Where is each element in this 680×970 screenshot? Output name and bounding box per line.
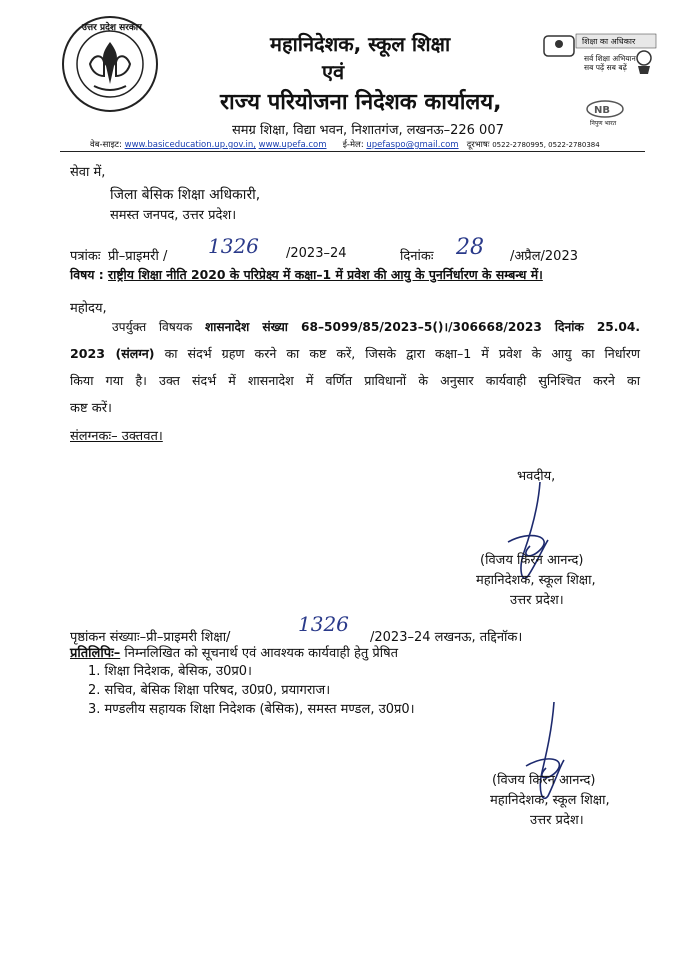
rte-slogan-2: सब पढ़ें सब बढ़ें (584, 63, 627, 72)
svg-text:NB: NB (594, 105, 610, 116)
addressee-line-2: समस्त जनपद, उत्तर प्रदेश। (110, 208, 237, 223)
endorsement-label: पृष्ठांकन संख्याः–प्री–प्राइमरी शिक्षा/ (70, 630, 231, 645)
recipient-2: 2. सचिव, बेसिक शिक्षा परिषद, उ0प्र0, प्रयागराज। (88, 683, 331, 698)
closing: भवदीय, (517, 469, 556, 484)
rte-title: शिक्षा का अधिकार (582, 37, 636, 46)
signatory-name-2: (विजय किरन आनन्द) (492, 773, 596, 788)
salutation: सेवा में, (70, 165, 106, 180)
paragraph-line-3: किया गया है। उक्त संदर्भ में शासनादेश में वर्णित प्राविधानों के अनुसार कार्यवाही सुनिश्चित करने का (70, 373, 640, 388)
email-label: ई-मेल: (342, 140, 364, 150)
signatory-state-1: उत्तर प्रदेश। (510, 593, 564, 608)
nipun-bharat-text: निपुण भारत (590, 120, 617, 127)
patrank-label: पत्रांकः (70, 249, 101, 264)
paragraph-l1-bold: शासनादेश संख्या 68–5099/85/2023–5()।/306668/2023 दिनांक 25.04. (204, 320, 640, 334)
website-link-2[interactable]: www.upefa.com (258, 140, 327, 150)
rte-logo (540, 30, 660, 75)
header-line-3: राज्य परियोजना निदेशक कार्यालय, (220, 90, 502, 115)
signatory-state-2: उत्तर प्रदेश। (530, 813, 584, 828)
paragraph-l1-plain: उपर्युक्त विषयक (112, 320, 193, 334)
nipun-bharat-logo (580, 98, 630, 128)
up-government-seal (60, 14, 160, 114)
paragraph-line-1 (112, 318, 640, 335)
endorsement-number-handwritten: 1326 (298, 612, 349, 636)
email-link[interactable]: upefaspo@gmail.com (366, 140, 459, 150)
subject-label: विषय : (70, 267, 104, 282)
website-link-1[interactable]: www.basiceducation.up.gov.in, (124, 140, 256, 150)
copy-line (70, 643, 398, 661)
subject-text: राष्ट्रीय शिक्षा नीति 2020 के परिप्रेक्ष्य में कक्षा–1 में प्रवेश की आयु के पुनर्निर्धारण के सम्बन्ध में। (108, 267, 543, 282)
phone-label: दूरभाषः (466, 140, 490, 150)
signatory-designation-2: महानिदेशक, स्कूल शिक्षा, (490, 793, 610, 808)
paragraph-l2-bold: 2023 (संलग्न) (70, 346, 155, 361)
header-line-2: एवं (322, 60, 345, 84)
seal-text: उत्तर प्रदेश सरकार (82, 23, 142, 33)
greeting: महोदय, (70, 301, 107, 316)
website-label: वेब-साइट: (90, 140, 122, 150)
copy-label: प्रतिलिपिः– (70, 646, 121, 661)
patrank-suffix: /2023–24 (286, 246, 347, 261)
signatory-name-1: (विजय किरन आनन्द) (480, 553, 584, 568)
paragraph-l2-plain: का संदर्भ ग्रहण करने का कष्ट करें, जिसके द्वारा कक्षा–1 में प्रवेश के आयु का निर्धारण (164, 346, 640, 361)
rte-slogan-1: सर्व शिक्षा अभियान (584, 54, 636, 63)
patrank-number-handwritten: 1326 (208, 234, 259, 258)
date-label: दिनांकः (400, 249, 434, 264)
paragraph-line-2 (70, 345, 640, 362)
recipient-3: 3. मण्डलीय सहायक शिक्षा निदेशक (बेसिक), समस्त मण्डल, उ0प्र0। (88, 702, 415, 717)
addressee-line-1: जिला बेसिक शिक्षा अधिकारी, (110, 187, 261, 203)
contact-line (90, 139, 600, 150)
phone-numbers: 0522-2780995, 0522-2780384 (492, 141, 600, 149)
recipient-1: 1. शिक्षा निदेशक, बेसिक, उ0प्र0। (88, 664, 252, 679)
enclosure: संलग्नकः– उक्तवत। (70, 429, 163, 444)
header-divider (60, 151, 645, 152)
patrank-prefix: प्री–प्राइमरी / (108, 249, 168, 264)
date-rest: /अप्रैल/2023 (510, 249, 578, 264)
header-line-1: महानिदेशक, स्कूल शिक्षा (270, 32, 451, 56)
copy-text: निम्नलिखित को सूचनार्थ एवं आवश्यक कार्यवाही हेतु प्रेषित (124, 646, 399, 661)
subject-line (70, 266, 543, 283)
endorsement-suffix: /2023–24 लखनऊ, तद्दिनॉक। (370, 630, 523, 645)
header-address: समग्र शिक्षा, विद्या भवन, निशातगंज, लखनऊ–226 007 (232, 123, 504, 138)
date-day-handwritten: 28 (456, 235, 484, 260)
signatory-designation-1: महानिदेशक, स्कूल शिक्षा, (476, 573, 596, 588)
paragraph-line-4: कष्ट करें। (70, 401, 112, 416)
